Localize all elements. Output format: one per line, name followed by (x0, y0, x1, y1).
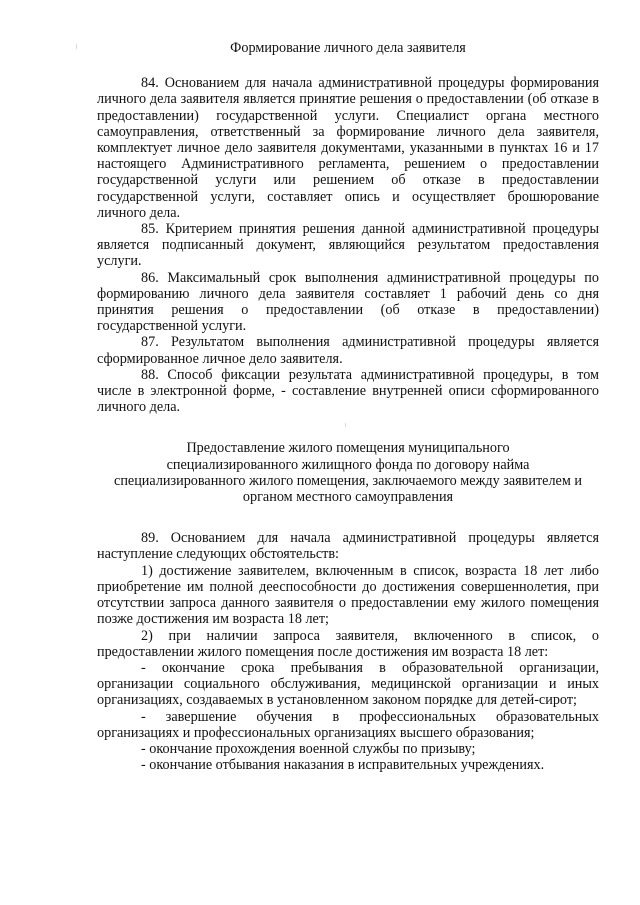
list-item-1: 1) достижение заявителем, включенным в список, возраста 18 лет либо приобретение им полной дееспособности до достижения совершеннолетия, при отсутствии запроса данного заявителя о предоставлении ему жилого помещения позже достижения им возраста 18 лет; (97, 562, 599, 628)
list-item-dash-2: - завершение обучения в профессиональных образовательных организациях и профессиональных организациях высшего образования; (97, 708, 599, 741)
scan-mark-top-left (76, 44, 77, 49)
list-item-dash-1: - окончание срока пребывания в образовательной организации, организации социального обслуживания, медицинской организации и иных организациях, создаваемых в установленном законом порядке для детей-сирот; (97, 659, 599, 709)
paragraph-85: 85. Критерием принятия решения данной административной процедуры является подписанный документ, являющийся результатом предоставления услуги. (97, 221, 599, 270)
section-title-housing: Предоставление жилого помещения муниципального специализированного жилищного фонда по договору найма специализированного жилого помещения, заключаемого между заявителем и органом местного самоуправления (114, 440, 582, 506)
paragraph-87: 87. Результатом выполнения административной процедуры является сформированное личное дело заявителя. (97, 334, 599, 367)
list-item-dash-3: - окончание прохождения военной службы по призыву; (141, 740, 476, 757)
list-item-2: 2) при наличии запроса заявителя, включенного в список, о предоставлении жилого помещения после достижения им возраста 18 лет: (97, 627, 599, 660)
list-item-dash-4: - окончание отбывания наказания в исправительных учреждениях. (141, 757, 545, 774)
paragraph-86: 86. Максимальный срок выполнения административной процедуры по формированию личного дела заявителя составляет 1 рабочий день со дня принятия решения о предоставлении (об отказе в предоставлении) государственной услуги. (97, 269, 599, 335)
section-title-personal-file: Формирование личного дела заявителя (230, 40, 466, 56)
document-content (97, 40, 599, 773)
paragraph-89: 89. Основанием для начала административной процедуры является наступление следующих обстоятельств: (97, 530, 599, 563)
paragraph-88: 88. Способ фиксации результата административной процедуры, в том числе в электронной форме, - составление внутренней описи сформированного личного дела. (97, 366, 599, 416)
paragraph-84: 84. Основанием для начала административной процедуры формирования личного дела заявителя является принятие решения о предоставлении (об отказе в предоставлении) государственной услуги. Специалист органа местного самоуправления, ответственный за формирование личного дела заявителя, комплектует личное дело заявителя документами, указанными в пунктах 16 и 17 настоящего Административного регламента, решением о предоставлении государственной услуги или решением об отказе в предоставлении государственной услуги, составляет опись и осуществляет брошюрование личного дела. (97, 75, 599, 221)
